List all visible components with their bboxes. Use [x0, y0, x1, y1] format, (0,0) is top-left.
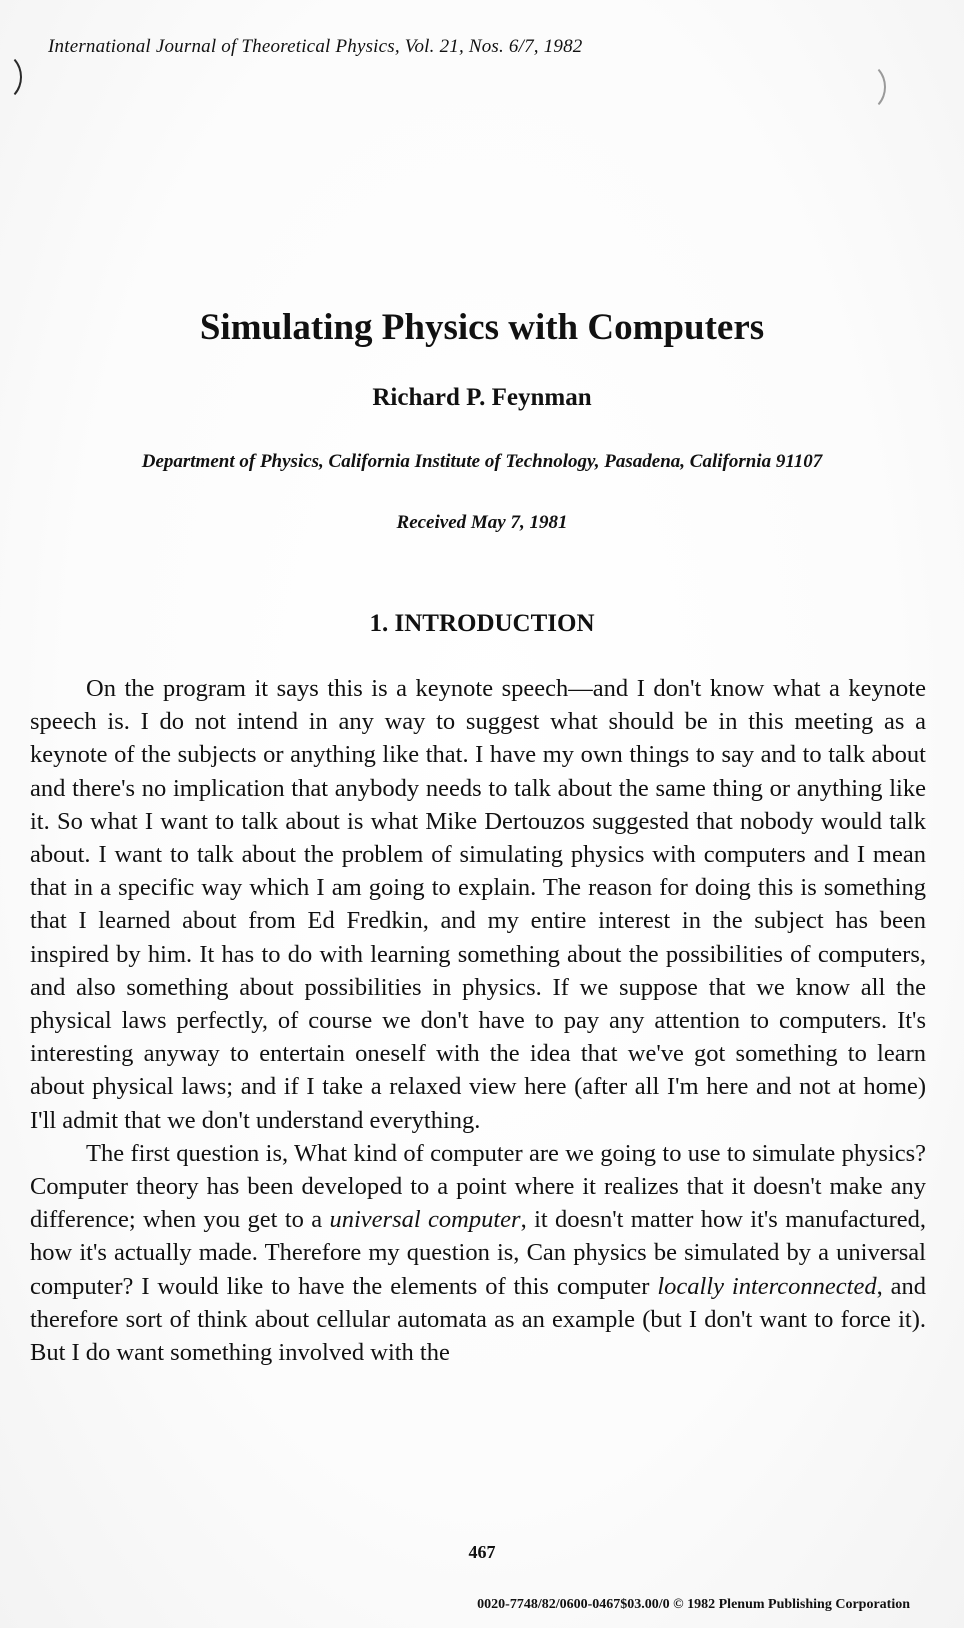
- copyright-line: 0020-7748/82/0600-0467$03.00/0 © 1982 Plenum Publishing Corporation: [477, 1597, 910, 1612]
- body-paragraph: [30, 1137, 926, 1369]
- italic-text-run: locally interconnected: [657, 1272, 877, 1300]
- text-run: The first question is, What kind of computer are we going to use to simulate physics? Computer theory has been developed to a point where it realizes that it doesn't make any difference; when you get to a: [30, 1139, 926, 1234]
- body-paragraph: [30, 672, 926, 1137]
- received-date: Received May 7, 1981: [396, 512, 568, 533]
- binder-hole-right-mark: [842, 62, 886, 112]
- page-number: 467: [468, 1542, 496, 1562]
- running-head: International Journal of Theoretical Physics, Vol. 21, Nos. 6/7, 1982: [48, 36, 583, 57]
- text-run: On the program it says this is a keynote speech—and I don't know what a keynote speech is. I do not intend in any way to suggest what should be in this meeting as a keynote of the subjects or anything like that. I have my own things to say and to talk about and there's no implication that anybody needs to talk about the same thing or anything like it. So what I want to talk about is what Mike Dertouzos suggested that nobody would talk about. I want to talk about the problem of simulating physics with computers and I mean that in a specific way which I am going to explain. The reason for doing this is something that I learned about from Ed Fredkin, and my entire interest in the subject has been inspired by him. It has to do with learning something about the possibilities of computers, and also something about possibilities in physics. If we suppose that we know all the physical laws perfectly, of course we don't have to pay any attention to computers. It's interesting anyway to entertain oneself with the idea that we've got something to learn about physical laws; and if I take a relaxed view here (after all I'm here and not at home) I'll admit that we don't understand everything.: [30, 675, 926, 1134]
- paper-title: Simulating Physics with Computers: [199, 307, 765, 348]
- text-run: , and therefore sort of think about cellular automata as an example (but I don't want to force it). But I do want something involved with the: [30, 1272, 926, 1367]
- text-run: , it doesn't matter how it's manufactured, how it's actually made. Therefore my question is, Can physics be simulated by a universal computer? I would like to have the elements of this computer: [30, 1206, 926, 1300]
- body-text: [30, 672, 926, 1369]
- author-name: Richard P. Feynman: [372, 384, 592, 411]
- author-affiliation: Department of Physics, California Institute of Technology, Pasadena, California 91107: [141, 451, 823, 472]
- italic-text-run: universal computer: [329, 1206, 521, 1234]
- section-heading: 1. INTRODUCTION: [369, 610, 595, 637]
- binder-hole-left-mark: [0, 52, 22, 102]
